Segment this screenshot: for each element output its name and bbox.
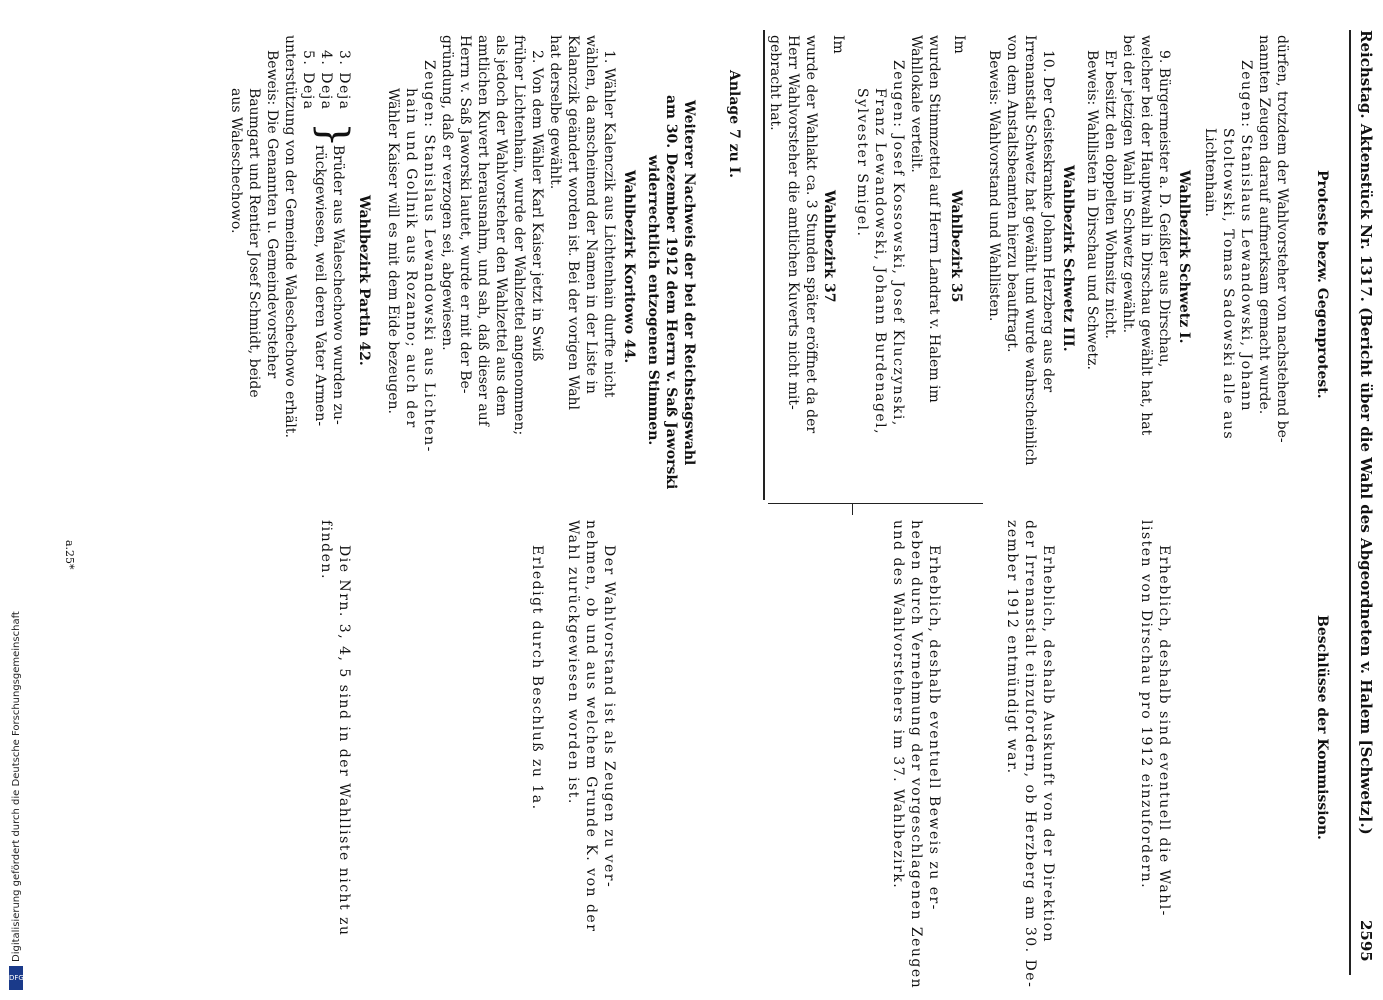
text-line: früher Lichtenhain, wurde der Wahlzettel angenommen; [511, 35, 527, 436]
decision-line: und des Wahlvorstehers im 37. Wahlbezirk. [890, 520, 906, 890]
text-line: Zeugen: Josef Kossowski, Josef Kluczynski, [890, 60, 906, 427]
signature-mark: a.25* [63, 540, 76, 570]
text-line: 1. Wähler Kalenczik aus Lichtenhain durfte nicht [601, 50, 617, 398]
text-line: Zeugen: Stanislaus Lewandowski, Johann [1238, 60, 1254, 412]
decision-line: Erledigt durch Beschluß zu 1a. [529, 545, 545, 811]
text-line: 10. Der Geisteskranke Johann Herzberg aus der [1040, 50, 1056, 393]
annex-title-line: Weiterer Nachweis der bei der Reichstagswahl [681, 100, 697, 466]
text-line: aus Waleschechowo. [228, 88, 244, 234]
text-line: wurden Stimmzettel auf Herrn Landrat v. Halem im [926, 35, 942, 403]
text-line: Wähler Kaiser will es mit dem Eide bezeugen. [385, 88, 401, 414]
column-divider-tick [852, 503, 853, 515]
annex-title-line: widerrechtlich entzogenen Stimmen. [645, 155, 661, 446]
text-line: Stoltowski, Tomas Sadowski alle aus [1220, 128, 1236, 441]
text-line: wurde der Wahlakt ca. 3 Stunden später eröffnet da der [803, 35, 819, 434]
right-column-heading: Beschlüsse der Kommission. [1314, 615, 1330, 840]
decision-line: der Irrenanstalt einzufordern, ob Herzberg am 30. De- [1022, 520, 1038, 989]
header-rule [1349, 30, 1351, 975]
text-line: rückgewiesen, weil deren Vater Armen- [312, 145, 328, 427]
text-line: dürfen, trotzdem der Wahlvorsteher von nachstehend be- [1274, 35, 1290, 443]
section-heading: Wahlbezirk 37 [821, 190, 837, 303]
text-line: amtlichen Kuvert herausnahm, und sah, daß dieser auf [475, 35, 491, 426]
text-line: 5. Deja [300, 50, 316, 111]
annex-title-line: am 30. Dezember 1912 dem Herrn v. Saß Jaworski [663, 95, 679, 490]
decision-line: heben durch Vernehmung der vorgeschlagenen Zeugen [908, 520, 924, 990]
section-heading: Wahlbezirk Partin 42. [356, 195, 372, 366]
annex-heading: Anlage 7 zu I. [726, 70, 742, 179]
text-line: welcher bei der Hauptwahl in Dirschau gewählt hat, hat [1138, 35, 1154, 436]
brace-icon: } [310, 122, 356, 148]
decision-line: Die Nrn. 3, 4, 5 sind in der Wahlliste nicht zu [336, 545, 352, 937]
text-line: Baumgart und Rentier Josef Schmidt, beide [246, 88, 262, 398]
text-line: Lichtenhain. [1202, 128, 1218, 217]
text-line: Zeugen: Stanislaus Lewandowski aus Lichten- [421, 60, 437, 453]
text-line: unterstützung von der Gemeinde Waleschechowo erhält. [282, 35, 298, 438]
text-line: Beweis: Die Genannten u. Gemeindevorsteher [264, 50, 280, 379]
footer-text: Digitalisierung gefördert durch die Deutsche Forschungsgemeinschaft [11, 611, 22, 962]
decision-line: Erheblich, deshalb eventuell Beweis zu er- [926, 545, 942, 911]
digitization-footer [8, 2, 28, 992]
text-line: bei der jetzigen Wahl in Schwetz gewählt. [1120, 35, 1136, 334]
decision-line: Der Wahlvorstand ist als Zeugen zu ver- [601, 545, 617, 889]
text-line: Kalanczik geändert worden ist. Bei der vorigen Wahl [565, 35, 581, 411]
decision-line: finden. [318, 520, 334, 580]
decision-line: zember 1912 entmündigt war. [1004, 520, 1020, 775]
text-line: 9. Bürgermeister a. D. Geißler aus Dirschau, [1156, 50, 1172, 368]
text-line: Franz Lewandowski, Johann Burdenagel, [872, 88, 888, 436]
text-line: Sylvester Smigel. [854, 88, 870, 238]
text-line: Herrn v. Saß Jaworski lautet, wurde er mit der Be- [457, 35, 473, 394]
text-line: hain und Gollnik aus Rozanno; auch der [403, 88, 419, 429]
text-line: 3. Deja [336, 50, 352, 111]
decision-line: listen von Dirschau pro 1912 einzufordern. [1138, 520, 1154, 890]
text-line: 2. Von dem Wähler Karl Kaiser jetzt in Swiß [529, 50, 545, 362]
text-line: Im [830, 35, 846, 54]
text-line: Er besitzt den doppelten Wohnsitz nicht. [1102, 50, 1118, 339]
section-heading: Wahlbezirk Koritowo 44. [621, 170, 637, 364]
text-line: Im [951, 35, 967, 54]
text-line: Beweis: Wahlvorstand und Wahllisten. [986, 50, 1002, 322]
text-line: nannten Zeugen darauf aufmerksam gemacht wurde. [1256, 35, 1272, 415]
text-line: als jedoch der Wahlvorsteher den Wahlzettel aus dem [493, 35, 509, 417]
text-line: Beweis: Wahllisten in Dirschau und Schwetz. [1084, 50, 1100, 371]
decision-line: nehmen, ob und aus welchem Grunde K. von der [583, 520, 599, 933]
section-heading: Wahlbezirk Schwetz III. [1060, 165, 1076, 352]
text-line: Herr Wahlvorsteher die amtlichen Kuverts nicht mit- [785, 35, 801, 410]
text-line: Brüder aus Waleschechowo wurden zu- [330, 145, 346, 425]
decision-line: Erheblich, deshalb sind eventuell die Wahl- [1156, 545, 1172, 917]
text-line: hat derselbe gewählt. [547, 35, 563, 190]
text-line: gründung, daß er verzogen sei, abgewiesen. [439, 35, 455, 351]
column-divider [768, 503, 983, 504]
text-line: Irrenanstalt Schwetz hat gewählt und wurde wahrscheinlich [1022, 35, 1038, 466]
dfg-logo: DFG [9, 966, 23, 990]
section-rule [763, 30, 765, 500]
decision-line: Erheblich, deshalb Auskunft von der Direktion [1040, 545, 1056, 944]
text-line: von dem Anstaltsbeamten hierzu beauftragt. [1004, 35, 1020, 353]
section-heading: Wahlbezirk Schwetz I. [1176, 170, 1192, 344]
page-number: 2595 [1357, 920, 1375, 962]
text-line: wählen, da anscheinend der Namen in der Liste in [583, 35, 599, 394]
section-heading: Wahlbezirk 35 [948, 190, 964, 303]
text-line: 4. Deja [318, 50, 334, 111]
page-header-title: Reichstag. Aktenstück Nr. 1317. (Bericht über die Wahl des Abgeordneten v. Halem [Schwetz].) [1357, 30, 1375, 835]
decision-line: Wahl zurückgewiesen worden ist. [565, 520, 581, 805]
text-line: Wahllokale verteilt. [908, 35, 924, 173]
left-column-heading: Proteste bezw. Gegenprotest. [1314, 170, 1330, 399]
text-line: gebracht hat. [767, 35, 783, 131]
